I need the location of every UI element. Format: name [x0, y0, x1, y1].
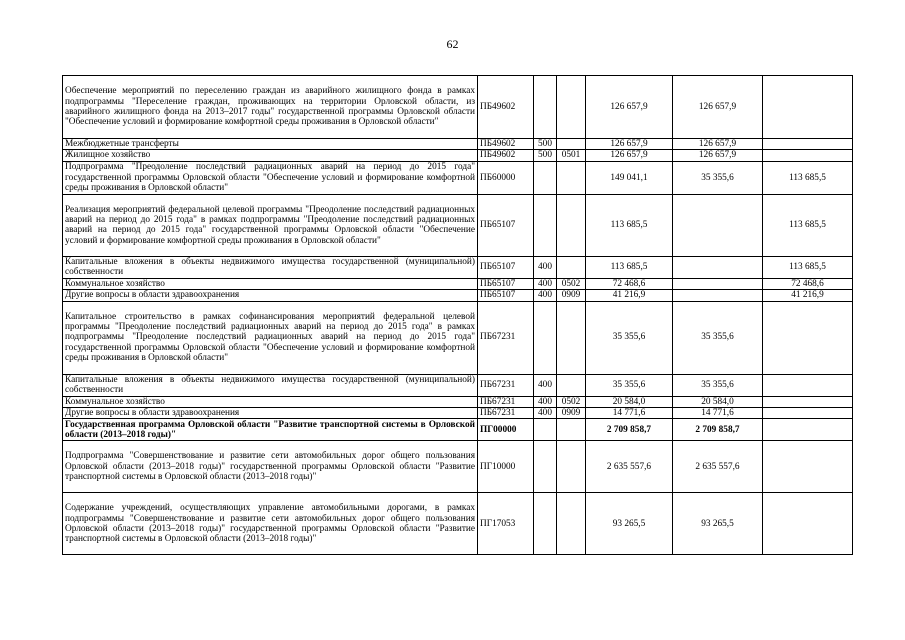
row-code: ПГ10000 [478, 441, 534, 493]
row-amount-total: 126 657,9 [586, 150, 673, 161]
row-section: 400 [534, 256, 557, 278]
table-row [63, 290, 853, 301]
row-amount-federal: 113 685,5 [763, 256, 853, 278]
row-name: Реализация мероприятий федеральной целевой программы "Преодоление последствий радиационных аварий на период до 2015 года" в рамках подпрограммы "Преодоление последствий радиационных аварий на период до 2015 года" государственной программы Орловской области "Обеспечение условий и формирование комфортной среды проживания в Орловской области" [63, 194, 478, 256]
table-row [63, 419, 853, 441]
row-amount-regional: 126 657,9 [673, 139, 763, 150]
row-section [534, 161, 557, 194]
row-amount-regional [673, 290, 763, 301]
row-amount-federal [763, 396, 853, 407]
row-code: ПБ49602 [478, 150, 534, 161]
row-section: 500 [534, 150, 557, 161]
row-amount-total: 2 635 557,6 [586, 441, 673, 493]
row-amount-total: 14 771,6 [586, 408, 673, 419]
table-row [63, 256, 853, 278]
row-name: Капитальные вложения в объекты недвижимого имущества государственной (муниципальной) собственности [63, 374, 478, 396]
row-code: ПБ49602 [478, 76, 534, 139]
row-subsection [557, 441, 586, 493]
row-amount-total: 2 709 858,7 [586, 419, 673, 441]
row-name: Содержание учреждений, осуществляющих управление автомобильными дорогами, в рамках подпрограммы "Совершенствование и развитие сети автомобильных дорог общего пользования Орловской области (2013–2018 годы)" государственной программы Орловской области "Развитие транспортной системы в Орловской области (2013–2018 годы)" [63, 493, 478, 555]
row-amount-federal: 41 216,9 [763, 290, 853, 301]
row-section: 400 [534, 408, 557, 419]
row-section: 500 [534, 139, 557, 150]
row-code: ПГ17053 [478, 493, 534, 555]
row-name: Обеспечение мероприятий по переселению граждан из аварийного жилищного фонда в рамках подпрограммы "Переселение граждан, проживающих на территории Орловской области, из аварийного жилищного фонда на 2013–2017 годы" государственной программы Орловской области "Обеспечение условий и формирование комфортной среды проживания в Орловской области" [63, 76, 478, 139]
row-amount-regional: 35 355,6 [673, 374, 763, 396]
row-section [534, 194, 557, 256]
row-subsection: 0909 [557, 290, 586, 301]
table-row [63, 301, 853, 374]
row-amount-federal [763, 139, 853, 150]
row-code: ПБ67231 [478, 301, 534, 374]
row-section: 400 [534, 396, 557, 407]
row-amount-regional [673, 256, 763, 278]
row-amount-regional: 35 355,6 [673, 161, 763, 194]
table-row [63, 441, 853, 493]
row-amount-total: 126 657,9 [586, 76, 673, 139]
row-amount-federal [763, 374, 853, 396]
row-amount-total: 113 685,5 [586, 194, 673, 256]
table-row [63, 396, 853, 407]
page-number: 62 [446, 37, 459, 51]
table-row [63, 408, 853, 419]
row-amount-regional: 126 657,9 [673, 150, 763, 161]
row-name: Подпрограмма "Преодоление последствий радиационных аварий на период до 2015 года" государственной программы Орловской области "Обеспечение условий и формирование комфортной среды проживания в Орловской области" [63, 161, 478, 194]
row-amount-federal [763, 408, 853, 419]
row-name: Капитальные вложения в объекты недвижимого имущества государственной (муниципальной) собственности [63, 256, 478, 278]
table-row [63, 194, 853, 256]
row-name: Государственная программа Орловской области "Развитие транспортной системы в Орловской области (2013–2018 годы)" [63, 419, 478, 441]
row-name: Другие вопросы в области здравоохранения [63, 408, 478, 419]
row-code: ПБ49602 [478, 139, 534, 150]
row-amount-total: 126 657,9 [586, 139, 673, 150]
row-name: Межбюджетные трансферты [63, 139, 478, 150]
row-section [534, 419, 557, 441]
row-code: ПБ65107 [478, 194, 534, 256]
table-row [63, 493, 853, 555]
row-subsection: 0909 [557, 408, 586, 419]
row-amount-regional: 2 709 858,7 [673, 419, 763, 441]
row-code: ПБ67231 [478, 408, 534, 419]
row-amount-federal: 113 685,5 [763, 194, 853, 256]
row-amount-federal [763, 76, 853, 139]
budget-table [62, 75, 853, 555]
row-subsection: 0501 [557, 150, 586, 161]
row-amount-regional: 93 265,5 [673, 493, 763, 555]
row-code: ПБ65107 [478, 278, 534, 289]
row-amount-total: 35 355,6 [586, 301, 673, 374]
row-subsection: 0502 [557, 396, 586, 407]
row-name: Капитальное строительство в рамках софинансирования мероприятий федеральной целевой программы "Преодоление последствий радиационных аварий на период до 2015 года" в рамках подпрограммы "Преодоление последствий радиационных аварий на период до 2015 года" государственной программы Орловской области "Обеспечение условий и формирование комфортной среды проживания в Орловской области" [63, 301, 478, 374]
row-amount-regional [673, 194, 763, 256]
row-name: Другие вопросы в области здравоохранения [63, 290, 478, 301]
row-amount-federal: 113 685,5 [763, 161, 853, 194]
table-row [63, 374, 853, 396]
row-name: Коммунальное хозяйство [63, 278, 478, 289]
table-body [63, 76, 853, 555]
row-section [534, 493, 557, 555]
row-amount-regional [673, 278, 763, 289]
row-subsection [557, 493, 586, 555]
row-amount-regional: 126 657,9 [673, 76, 763, 139]
row-amount-total: 41 216,9 [586, 290, 673, 301]
row-code: ПГ00000 [478, 419, 534, 441]
row-amount-federal: 72 468,6 [763, 278, 853, 289]
row-amount-total: 35 355,6 [586, 374, 673, 396]
row-subsection [557, 139, 586, 150]
row-code: ПБ67231 [478, 374, 534, 396]
row-amount-regional: 2 635 557,6 [673, 441, 763, 493]
row-subsection [557, 301, 586, 374]
row-section: 400 [534, 290, 557, 301]
row-subsection [557, 161, 586, 194]
row-subsection [557, 256, 586, 278]
row-amount-federal [763, 419, 853, 441]
row-name: Подпрограмма "Совершенствование и развитие сети автомобильных дорог общего пользования Орловской области (2013–2018 годы)" государственной программы Орловской области "Развитие транспортной системы в Орловской области (2013–2018 годы)" [63, 441, 478, 493]
row-subsection [557, 194, 586, 256]
row-code: ПБ60000 [478, 161, 534, 194]
row-amount-total: 72 468,6 [586, 278, 673, 289]
row-amount-federal [763, 493, 853, 555]
row-amount-federal [763, 301, 853, 374]
row-amount-total: 113 685,5 [586, 256, 673, 278]
row-section: 400 [534, 374, 557, 396]
row-amount-total: 20 584,0 [586, 396, 673, 407]
row-subsection [557, 374, 586, 396]
row-subsection [557, 419, 586, 441]
row-name: Коммунальное хозяйство [63, 396, 478, 407]
row-section [534, 301, 557, 374]
table-row [63, 161, 853, 194]
row-code: ПБ67231 [478, 396, 534, 407]
row-code: ПБ65107 [478, 290, 534, 301]
row-section [534, 441, 557, 493]
row-section [534, 76, 557, 139]
row-amount-federal [763, 441, 853, 493]
row-amount-total: 93 265,5 [586, 493, 673, 555]
row-subsection: 0502 [557, 278, 586, 289]
row-subsection [557, 76, 586, 139]
row-section: 400 [534, 278, 557, 289]
table-row [63, 139, 853, 150]
row-amount-total: 149 041,1 [586, 161, 673, 194]
table-row [63, 150, 853, 161]
row-code: ПБ65107 [478, 256, 534, 278]
table-row [63, 76, 853, 139]
table-row [63, 278, 853, 289]
row-amount-federal [763, 150, 853, 161]
row-amount-regional: 35 355,6 [673, 301, 763, 374]
row-name: Жилищное хозяйство [63, 150, 478, 161]
row-amount-regional: 20 584,0 [673, 396, 763, 407]
row-amount-regional: 14 771,6 [673, 408, 763, 419]
